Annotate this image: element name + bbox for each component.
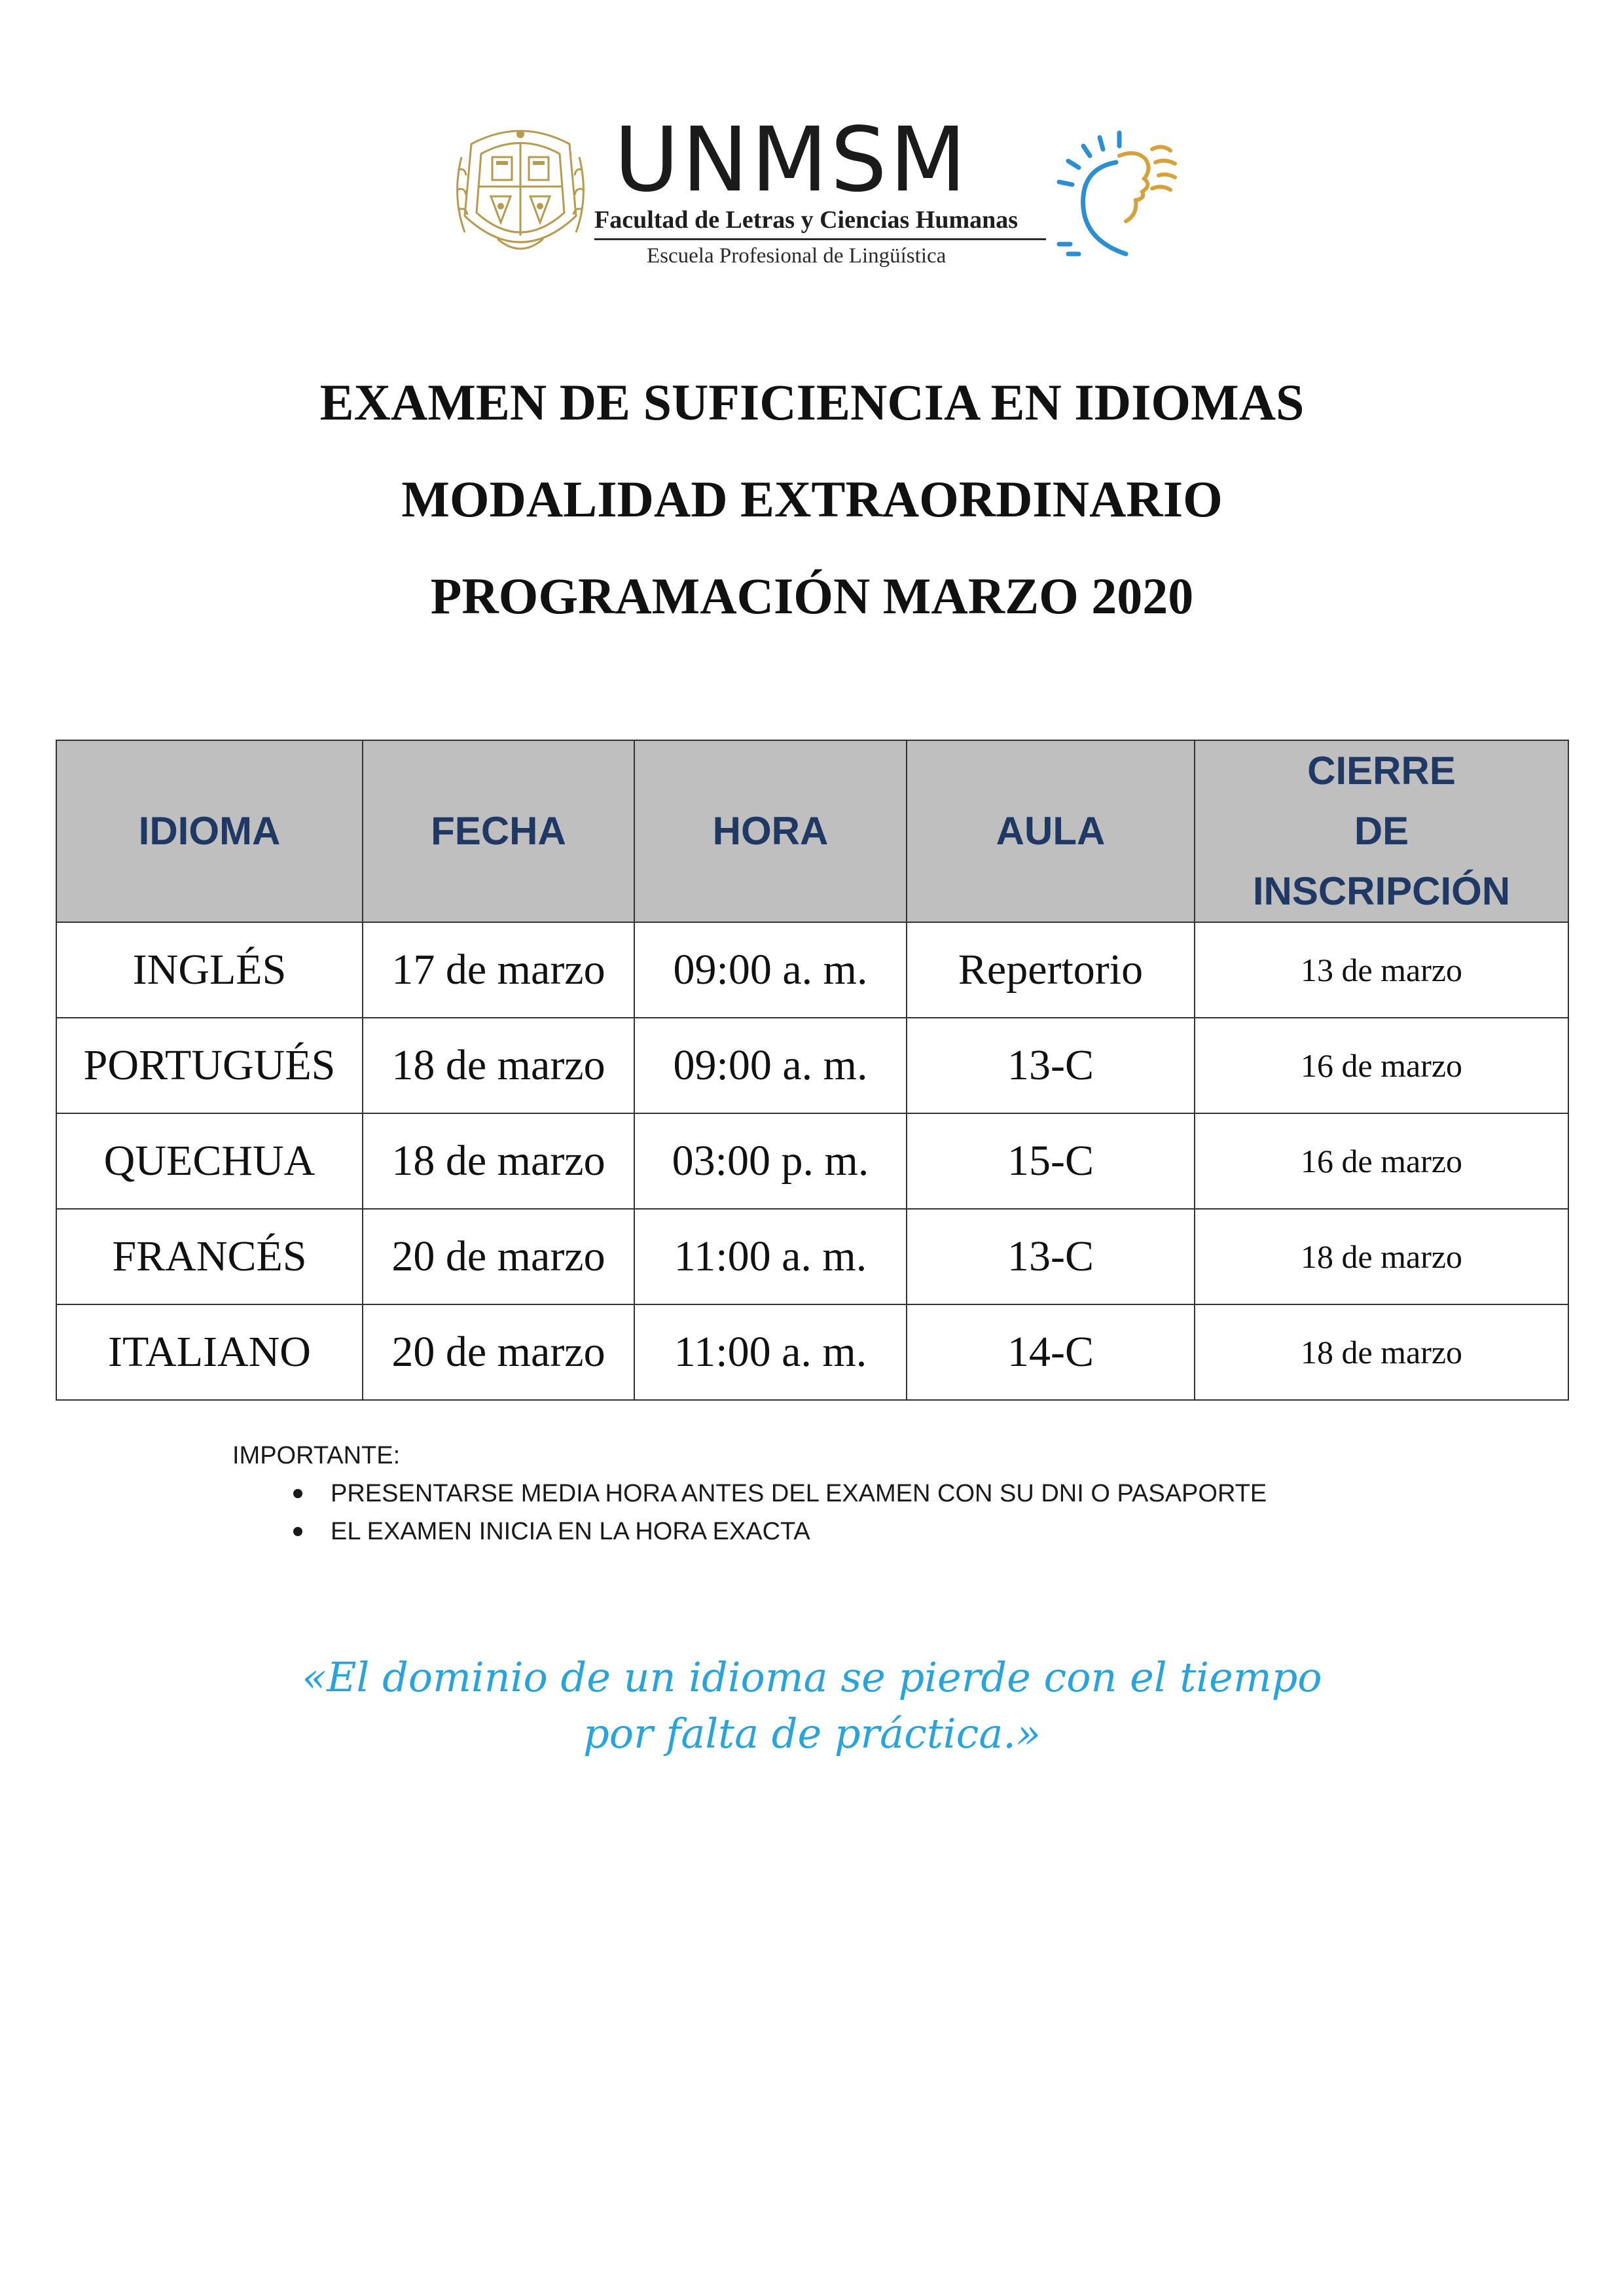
brand-divider	[594, 238, 1046, 240]
bullet-icon	[293, 1527, 302, 1536]
cell-cierre: 16 de marzo	[1195, 1018, 1568, 1113]
header-cierre-line-1: CIERRE	[1307, 749, 1456, 793]
note-text: EL EXAMEN INICIA EN LA HORA EXACTA	[331, 1518, 810, 1545]
cell-hora: 09:00 a. m.	[634, 1018, 907, 1113]
table-row	[56, 1018, 1568, 1113]
notes-list	[232, 1475, 1267, 1551]
header-hora: HORA	[634, 740, 907, 922]
cell-idioma: QUECHUA	[56, 1113, 363, 1209]
header-fecha: FECHA	[363, 740, 634, 922]
list-item	[232, 1475, 1267, 1513]
header-idioma: IDIOMA	[56, 740, 363, 922]
cell-fecha: 20 de marzo	[363, 1209, 634, 1304]
cell-idioma: ITALIANO	[56, 1304, 363, 1400]
header-cierre	[1195, 740, 1568, 922]
linguistics-profile-icon	[1054, 123, 1185, 260]
cell-cierre: 16 de marzo	[1195, 1113, 1568, 1209]
closing-quote	[0, 1649, 1624, 1762]
important-notes	[232, 1437, 1267, 1551]
faculty-name: Facultad de Letras y Ciencias Humanas	[594, 206, 1019, 234]
school-name: Escuela Profesional de Lingüística	[647, 244, 947, 268]
table-row	[56, 1304, 1568, 1400]
cell-aula: 15-C	[907, 1113, 1195, 1209]
notes-title: IMPORTANTE:	[232, 1442, 401, 1469]
brand-block	[594, 111, 1046, 268]
cell-hora: 11:00 a. m.	[634, 1209, 907, 1304]
title-line-2: MODALIDAD EXTRAORDINARIO	[401, 471, 1223, 528]
document-titles	[0, 367, 1624, 657]
cell-aula: 13-C	[907, 1209, 1195, 1304]
title-line-1: EXAMEN DE SUFICIENCIA EN IDIOMAS	[319, 374, 1305, 431]
cell-fecha: 18 de marzo	[363, 1113, 634, 1209]
cell-cierre: 13 de marzo	[1195, 922, 1568, 1018]
cell-idioma: PORTUGUÉS	[56, 1018, 363, 1113]
cell-fecha: 17 de marzo	[363, 922, 634, 1018]
cell-cierre: 18 de marzo	[1195, 1304, 1568, 1400]
cell-fecha: 18 de marzo	[363, 1018, 634, 1113]
cell-hora: 11:00 a. m.	[634, 1304, 907, 1400]
cell-idioma: FRANCÉS	[56, 1209, 363, 1304]
header-cierre-line-3: INSCRIPCIÓN	[1252, 869, 1511, 913]
header-aula: AULA	[907, 740, 1195, 922]
cell-idioma: INGLÉS	[56, 922, 363, 1018]
table-row	[56, 1113, 1568, 1209]
quote-line-2: por falta de práctica.»	[583, 1710, 1041, 1757]
quote-line-1: «El dominio de un idioma se pierde con el tiempo	[302, 1653, 1322, 1701]
exam-schedule-table	[56, 740, 1569, 1401]
list-item	[232, 1513, 1267, 1551]
title-line-3: PROGRAMACIÓN MARZO 2020	[430, 567, 1194, 624]
note-text: PRESENTARSE MEDIA HORA ANTES DEL EXAMEN CON SU DNI O PASAPORTE	[331, 1480, 1267, 1507]
cell-fecha: 20 de marzo	[363, 1304, 634, 1400]
header-cierre-line-2: DE	[1354, 809, 1409, 853]
cell-cierre: 18 de marzo	[1195, 1209, 1568, 1304]
header-logo	[452, 111, 1185, 268]
university-seal-icon	[452, 118, 589, 262]
table-header-row	[56, 740, 1568, 922]
cell-hora: 09:00 a. m.	[634, 922, 907, 1018]
cell-hora: 03:00 p. m.	[634, 1113, 907, 1209]
cell-aula: 13-C	[907, 1018, 1195, 1113]
table-row	[56, 1209, 1568, 1304]
table-row	[56, 922, 1568, 1018]
cell-aula: Repertorio	[907, 922, 1195, 1018]
cell-aula: 14-C	[907, 1304, 1195, 1400]
brand-title: UNMSM	[614, 109, 969, 212]
bullet-icon	[293, 1489, 302, 1498]
